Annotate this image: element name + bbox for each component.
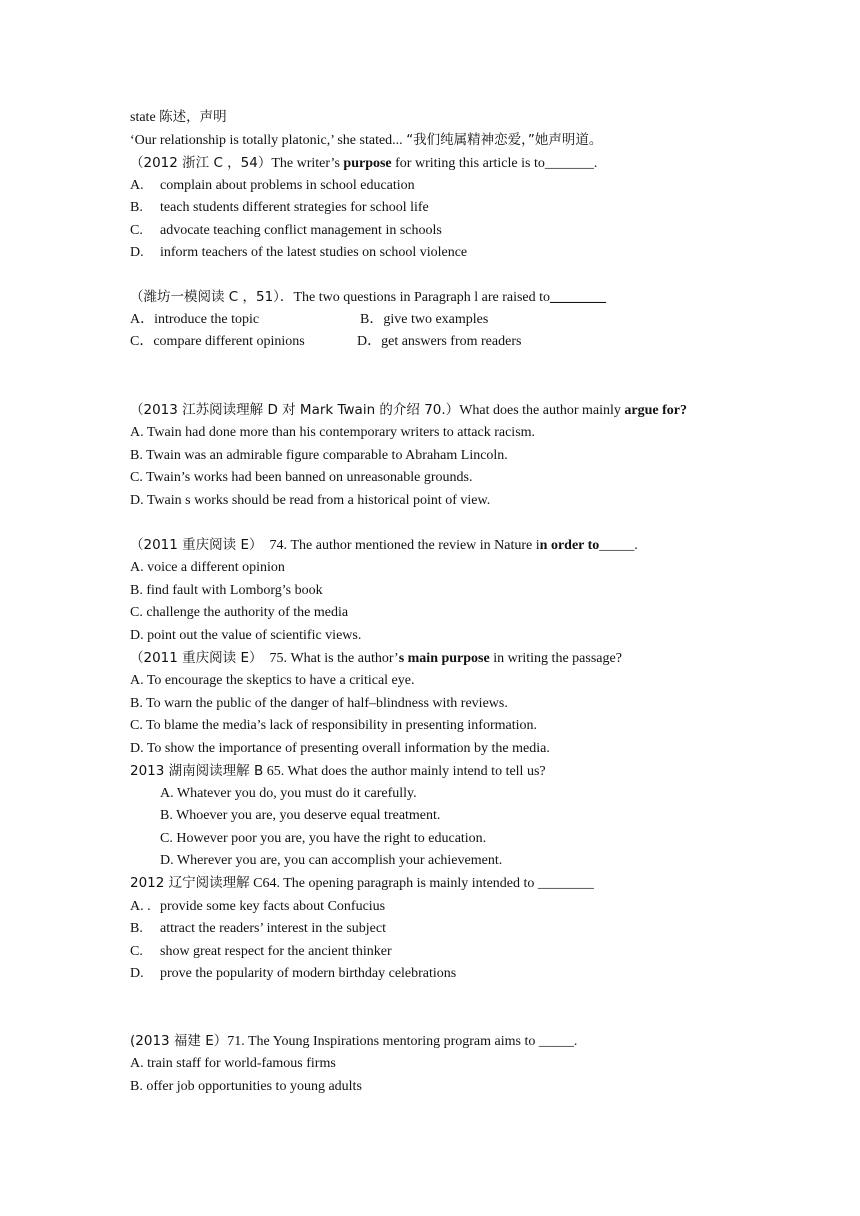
vocab-meaning: 陈述，声明	[159, 109, 227, 125]
option-line: B. Whoever you are, you deserve equal treatment.	[160, 808, 441, 823]
option-text: show great respect for the ancient thinker	[160, 944, 392, 959]
vocab-line	[130, 108, 227, 127]
option-text: complain about problems in school education	[160, 178, 415, 193]
question-text: The writer’s	[271, 156, 344, 171]
question-5	[130, 649, 622, 668]
option-line: B. To warn the public of the danger of half–blindness with reviews.	[130, 696, 508, 711]
question-keyword: purpose	[343, 156, 392, 171]
punctuation: .	[593, 156, 598, 171]
answer-blank: _______	[544, 156, 594, 171]
question-source: （2011 重庆阅读 E）	[130, 537, 263, 553]
option-line: A. Whatever you do, you must do it carefully.	[160, 786, 417, 801]
question-text: for writing this article is to	[391, 156, 545, 171]
option-line: D. To show the importance of presenting overall information by the media.	[130, 741, 550, 756]
option-line: C. Twain’s works had been banned on unreasonable grounds.	[130, 470, 473, 485]
option-d: D．get answers from readers	[357, 334, 522, 349]
option-line: A. voice a different opinion	[130, 560, 285, 575]
option-letter: D.	[130, 966, 144, 981]
option-letter: A.	[130, 178, 144, 193]
question-1	[130, 154, 597, 173]
question-source: （2012 浙江 C ，54）	[130, 155, 272, 171]
option-line: D. Twain s works should be read from a historical point of view.	[130, 493, 491, 508]
option-line: A. Twain had done more than his contemporary writers to attack racism.	[130, 425, 536, 440]
option-text: inform teachers of the latest studies on school violence	[160, 245, 468, 260]
option-line	[130, 222, 442, 240]
question-text: C64. The opening paragraph is mainly intended to ________	[253, 876, 594, 891]
option-line: A. train staff for world-famous firms	[130, 1056, 336, 1071]
option-text: attract the readers’ interest in the subject	[160, 921, 386, 936]
question-3	[130, 401, 687, 420]
question-keyword: argue for?	[624, 403, 688, 418]
vocab-word: state	[130, 110, 156, 125]
question-text: 75. What is the author’	[269, 651, 399, 666]
option-line: B. offer job opportunities to young adults	[130, 1079, 362, 1094]
option-letter: A. .	[130, 899, 151, 914]
question-6	[130, 762, 546, 781]
option-letter: C.	[130, 944, 143, 959]
option-letter: B.	[130, 200, 143, 215]
question-4	[130, 536, 638, 555]
example-cn: “我们纯属精神恋爱，”她声明道。	[406, 132, 603, 148]
option-letter: B.	[130, 921, 143, 936]
punctuation: .	[634, 538, 638, 553]
option-a: A．introduce the topic	[130, 312, 260, 327]
option-line: D. Wherever you are, you can accomplish your achievement.	[160, 853, 503, 868]
question-text: 74. The author mentioned the review in Nature i	[269, 538, 540, 553]
question-keyword: s main purpose	[398, 651, 490, 666]
question-text: in writing the passage?	[489, 651, 622, 666]
option-text: teach students different strategies for school life	[160, 200, 429, 215]
option-c: C．compare different opinions	[130, 334, 305, 349]
question-text: The two questions in Paragraph l are raised to	[293, 290, 551, 305]
option-line	[130, 199, 429, 217]
example-en: ‘Our relationship is totally platonic,’ she stated...	[130, 133, 403, 148]
option-line: C. However poor you are, you have the right to education.	[160, 831, 487, 846]
question-keyword: n order to	[539, 538, 600, 553]
option-text: prove the popularity of modern birthday celebrations	[160, 966, 457, 981]
option-line: A. To encourage the skeptics to have a critical eye.	[130, 673, 415, 688]
option-line: D. point out the value of scientific views.	[130, 628, 362, 643]
question-source: 2013 湖南阅读理解 B	[130, 763, 264, 779]
question-text: What does the author mainly	[459, 403, 625, 418]
option-line: B. find fault with Lomborg’s book	[130, 583, 323, 598]
option-line: C. To blame the media’s lack of responsibility in presenting information.	[130, 718, 538, 733]
option-text: advocate teaching conflict management in schools	[160, 223, 442, 238]
question-source: (2013 福建 E）	[130, 1033, 228, 1049]
question-text: 71. The Young Inspirations mentoring program aims to _____.	[227, 1034, 578, 1049]
question-7	[130, 874, 594, 893]
option-text: provide some key facts about Confucius	[160, 899, 386, 914]
option-line	[130, 943, 392, 961]
option-line	[130, 244, 467, 262]
option-line	[130, 920, 386, 938]
option-line: B. Twain was an admirable figure comparable to Abraham Lincoln.	[130, 448, 508, 463]
question-source: （2013 江苏阅读理解 D 对 Mark Twain 的介绍 70.）	[130, 402, 460, 418]
question-2	[130, 288, 606, 307]
option-b: B．give two examples	[360, 312, 489, 327]
question-source: （2011 重庆阅读 E）	[130, 650, 263, 666]
example-sentence	[130, 131, 602, 150]
option-line	[130, 898, 385, 916]
question-8	[130, 1032, 577, 1051]
question-source: （潍坊一模阅读 C ，51）．	[130, 289, 294, 305]
answer-blank: ________	[550, 290, 607, 305]
option-line	[130, 965, 456, 983]
option-letter: D.	[130, 245, 144, 260]
option-line	[130, 177, 415, 195]
answer-blank: _____	[599, 538, 635, 553]
question-source: 2012 辽宁阅读理解	[130, 875, 250, 891]
option-letter: C.	[130, 223, 143, 238]
option-line: C. challenge the authority of the media	[130, 605, 349, 620]
question-text: 65. What does the author mainly intend to tell us?	[266, 764, 546, 779]
